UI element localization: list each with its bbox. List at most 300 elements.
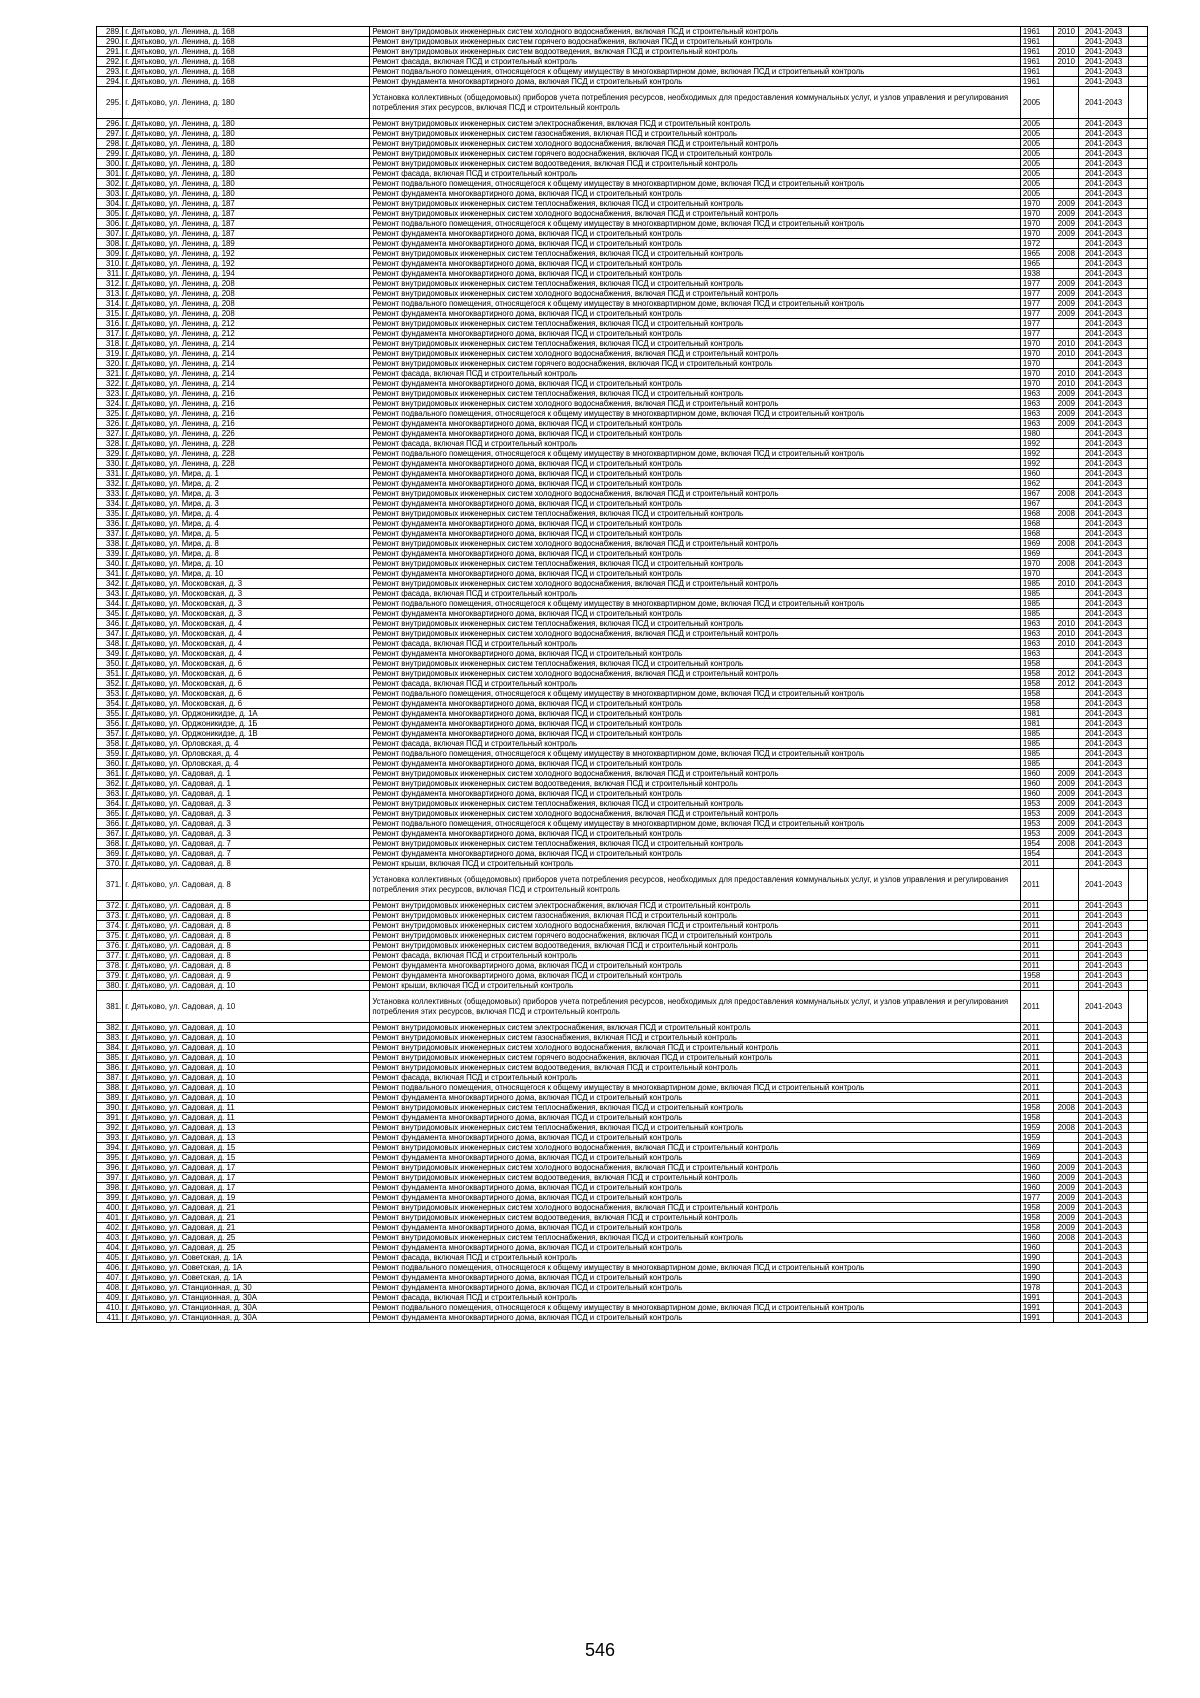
blank-cell	[1128, 1203, 1147, 1213]
address-cell: г. Дятьково, ул. Орловская, д. 4	[123, 759, 370, 769]
last-repair-year-cell	[1054, 67, 1079, 77]
address-cell: г. Дятьково, ул. Ленина, д. 187	[123, 199, 370, 209]
planned-period-cell: 2041-2043	[1079, 1063, 1128, 1073]
address-cell: г. Дятьково, ул. Ленина, д. 214	[123, 349, 370, 359]
blank-cell	[1128, 449, 1147, 459]
table-row	[97, 1103, 1148, 1113]
build-year-cell: 2011	[1020, 951, 1053, 961]
build-year-cell: 1985	[1020, 579, 1053, 589]
last-repair-year-cell: 2009	[1054, 229, 1079, 239]
row-number: 383.	[97, 1033, 123, 1043]
planned-period-cell: 2041-2043	[1079, 459, 1128, 469]
row-number: 337.	[97, 529, 123, 539]
table-row	[97, 209, 1148, 219]
blank-cell	[1128, 309, 1147, 319]
blank-cell	[1128, 369, 1147, 379]
last-repair-year-cell	[1054, 749, 1079, 759]
address-cell: г. Дятьково, ул. Садовая, д. 8	[123, 859, 370, 869]
build-year-cell: 1960	[1020, 1173, 1053, 1183]
build-year-cell: 1970	[1020, 209, 1053, 219]
table-row	[97, 339, 1148, 349]
last-repair-year-cell	[1054, 259, 1079, 269]
row-number: 309.	[97, 249, 123, 259]
address-cell: г. Дятьково, ул. Садовая, д. 17	[123, 1173, 370, 1183]
row-number: 303.	[97, 189, 123, 199]
row-number: 314.	[97, 299, 123, 309]
table-row	[97, 1133, 1148, 1143]
work-type-cell: Ремонт внутридомовых инженерных систем водоотведения, включая ПСД и строительный контроль	[370, 779, 1021, 789]
build-year-cell: 2011	[1020, 981, 1053, 991]
work-type-cell: Ремонт подвального помещения, относящегося к общему имуществу в многоквартирном доме, включая ПСД и строительный контроль	[370, 219, 1021, 229]
table-row	[97, 609, 1148, 619]
planned-period-cell: 2041-2043	[1079, 379, 1128, 389]
row-number: 351.	[97, 669, 123, 679]
work-type-cell: Ремонт фасада, включая ПСД и строительный контроль	[370, 1253, 1021, 1263]
build-year-cell: 1963	[1020, 629, 1053, 639]
build-year-cell: 1963	[1020, 639, 1053, 649]
table-row	[97, 729, 1148, 739]
work-type-cell: Ремонт фасада, включая ПСД и строительный контроль	[370, 639, 1021, 649]
row-number: 363.	[97, 789, 123, 799]
blank-cell	[1128, 609, 1147, 619]
build-year-cell: 1969	[1020, 1143, 1053, 1153]
work-type-cell: Ремонт фундамента многоквартирного дома, включая ПСД и строительный контроль	[370, 1223, 1021, 1233]
table-row	[97, 689, 1148, 699]
planned-period-cell: 2041-2043	[1079, 911, 1128, 921]
blank-cell	[1128, 659, 1147, 669]
row-number: 335.	[97, 509, 123, 519]
address-cell: г. Дятьково, ул. Московская, д. 4	[123, 649, 370, 659]
work-type-cell: Ремонт фундамента многоквартирного дома, включая ПСД и строительный контроль	[370, 609, 1021, 619]
planned-period-cell: 2041-2043	[1079, 1293, 1128, 1303]
last-repair-year-cell	[1054, 129, 1079, 139]
table-row	[97, 1253, 1148, 1263]
address-cell: г. Дятьково, ул. Ленина, д. 187	[123, 209, 370, 219]
blank-cell	[1128, 139, 1147, 149]
address-cell: г. Дятьково, ул. Орджоникидзе, д. 1А	[123, 709, 370, 719]
row-number: 375.	[97, 931, 123, 941]
build-year-cell: 1963	[1020, 409, 1053, 419]
last-repair-year-cell: 2009	[1054, 1213, 1079, 1223]
last-repair-year-cell	[1054, 1063, 1079, 1073]
last-repair-year-cell: 2009	[1054, 299, 1079, 309]
row-number: 345.	[97, 609, 123, 619]
planned-period-cell: 2041-2043	[1079, 789, 1128, 799]
build-year-cell: 1977	[1020, 329, 1053, 339]
work-type-cell: Ремонт фасада, включая ПСД и строительный контроль	[370, 951, 1021, 961]
planned-period-cell: 2041-2043	[1079, 1153, 1128, 1163]
row-number: 403.	[97, 1233, 123, 1243]
planned-period-cell: 2041-2043	[1079, 779, 1128, 789]
table-row	[97, 901, 1148, 911]
planned-period-cell: 2041-2043	[1079, 769, 1128, 779]
work-type-cell: Ремонт фундамента многоквартирного дома, включая ПСД и строительный контроль	[370, 649, 1021, 659]
planned-period-cell: 2041-2043	[1079, 1033, 1128, 1043]
table-row	[97, 369, 1148, 379]
address-cell: г. Дятьково, ул. Ленина, д. 168	[123, 47, 370, 57]
build-year-cell: 1985	[1020, 749, 1053, 759]
row-number: 343.	[97, 589, 123, 599]
address-cell: г. Дятьково, ул. Ленина, д. 192	[123, 249, 370, 259]
row-number: 340.	[97, 559, 123, 569]
table-row	[97, 87, 1148, 119]
planned-period-cell: 2041-2043	[1079, 229, 1128, 239]
table-row	[97, 37, 1148, 47]
row-number: 313.	[97, 289, 123, 299]
planned-period-cell: 2041-2043	[1079, 1203, 1128, 1213]
build-year-cell: 1980	[1020, 429, 1053, 439]
planned-period-cell: 2041-2043	[1079, 931, 1128, 941]
planned-period-cell: 2041-2043	[1079, 941, 1128, 951]
table-row	[97, 559, 1148, 569]
blank-cell	[1128, 229, 1147, 239]
row-number: 359.	[97, 749, 123, 759]
build-year-cell: 1977	[1020, 1193, 1053, 1203]
last-repair-year-cell	[1054, 119, 1079, 129]
blank-cell	[1128, 1073, 1147, 1083]
last-repair-year-cell	[1054, 459, 1079, 469]
last-repair-year-cell: 2009	[1054, 1163, 1079, 1173]
work-type-cell: Ремонт внутридомовых инженерных систем горячего водоснабжения, включая ПСД и строительный контроль	[370, 359, 1021, 369]
planned-period-cell: 2041-2043	[1079, 1313, 1128, 1323]
address-cell: г. Дятьково, ул. Садовая, д. 3	[123, 809, 370, 819]
table-row	[97, 47, 1148, 57]
row-number: 330.	[97, 459, 123, 469]
last-repair-year-cell: 2008	[1054, 1103, 1079, 1113]
row-number: 326.	[97, 419, 123, 429]
row-number: 406.	[97, 1263, 123, 1273]
table-row	[97, 319, 1148, 329]
row-number: 289.	[97, 27, 123, 37]
last-repair-year-cell: 2009	[1054, 779, 1079, 789]
last-repair-year-cell	[1054, 1043, 1079, 1053]
build-year-cell: 1985	[1020, 589, 1053, 599]
address-cell: г. Дятьково, ул. Садовая, д. 15	[123, 1153, 370, 1163]
row-number: 291.	[97, 47, 123, 57]
address-cell: г. Дятьково, ул. Советская, д. 1А	[123, 1253, 370, 1263]
last-repair-year-cell: 2009	[1054, 829, 1079, 839]
row-number: 320.	[97, 359, 123, 369]
work-type-cell: Ремонт фундамента многоквартирного дома, включая ПСД и строительный контроль	[370, 459, 1021, 469]
address-cell: г. Дятьково, ул. Ленина, д. 189	[123, 239, 370, 249]
row-number: 410.	[97, 1303, 123, 1313]
table-row	[97, 1293, 1148, 1303]
blank-cell	[1128, 259, 1147, 269]
last-repair-year-cell: 2009	[1054, 279, 1079, 289]
blank-cell	[1128, 439, 1147, 449]
planned-period-cell: 2041-2043	[1079, 809, 1128, 819]
blank-cell	[1128, 539, 1147, 549]
last-repair-year-cell	[1054, 479, 1079, 489]
address-cell: г. Дятьково, ул. Садовая, д. 7	[123, 849, 370, 859]
last-repair-year-cell	[1054, 1053, 1079, 1063]
address-cell: г. Дятьково, ул. Мира, д. 8	[123, 549, 370, 559]
table-row	[97, 1273, 1148, 1283]
build-year-cell: 1958	[1020, 1213, 1053, 1223]
blank-cell	[1128, 689, 1147, 699]
table-row	[97, 1033, 1148, 1043]
address-cell: г. Дятьково, ул. Ленина, д. 180	[123, 119, 370, 129]
build-year-cell: 1953	[1020, 799, 1053, 809]
address-cell: г. Дятьково, ул. Мира, д. 2	[123, 479, 370, 489]
row-number: 360.	[97, 759, 123, 769]
planned-period-cell: 2041-2043	[1079, 589, 1128, 599]
address-cell: г. Дятьково, ул. Ленина, д. 214	[123, 359, 370, 369]
address-cell: г. Дятьково, ул. Ленина, д. 228	[123, 459, 370, 469]
build-year-cell: 1938	[1020, 269, 1053, 279]
build-year-cell: 1958	[1020, 679, 1053, 689]
planned-period-cell: 2041-2043	[1079, 199, 1128, 209]
last-repair-year-cell	[1054, 1243, 1079, 1253]
build-year-cell: 1963	[1020, 399, 1053, 409]
work-type-cell: Ремонт подвального помещения, относящегося к общему имуществу в многоквартирном доме, включая ПСД и строительный контроль	[370, 67, 1021, 77]
planned-period-cell: 2041-2043	[1079, 129, 1128, 139]
blank-cell	[1128, 769, 1147, 779]
last-repair-year-cell: 2010	[1054, 379, 1079, 389]
address-cell: г. Дятьково, ул. Садовая, д. 21	[123, 1223, 370, 1233]
blank-cell	[1128, 159, 1147, 169]
address-cell: г. Дятьково, ул. Орджоникидзе, д. 1В	[123, 729, 370, 739]
build-year-cell: 1978	[1020, 1283, 1053, 1293]
build-year-cell: 1992	[1020, 449, 1053, 459]
build-year-cell: 2011	[1020, 869, 1053, 901]
work-type-cell: Ремонт внутридомовых инженерных систем газоснабжения, включая ПСД и строительный контроль	[370, 1033, 1021, 1043]
row-number: 376.	[97, 941, 123, 951]
last-repair-year-cell	[1054, 649, 1079, 659]
work-type-cell: Ремонт фундамента многоквартирного дома, включая ПСД и строительный контроль	[370, 1243, 1021, 1253]
address-cell: г. Дятьково, ул. Садовая, д. 8	[123, 951, 370, 961]
row-number: 348.	[97, 639, 123, 649]
address-cell: г. Дятьково, ул. Садовая, д. 1	[123, 789, 370, 799]
blank-cell	[1128, 1273, 1147, 1283]
last-repair-year-cell	[1054, 149, 1079, 159]
last-repair-year-cell: 2009	[1054, 399, 1079, 409]
address-cell: г. Дятьково, ул. Московская, д. 4	[123, 629, 370, 639]
planned-period-cell: 2041-2043	[1079, 159, 1128, 169]
table-row	[97, 579, 1148, 589]
planned-period-cell: 2041-2043	[1079, 429, 1128, 439]
address-cell: г. Дятьково, ул. Садовая, д. 15	[123, 1143, 370, 1153]
planned-period-cell: 2041-2043	[1079, 1103, 1128, 1113]
build-year-cell: 2011	[1020, 1073, 1053, 1083]
table-row	[97, 549, 1148, 559]
address-cell: г. Дятьково, ул. Садовая, д. 8	[123, 921, 370, 931]
blank-cell	[1128, 779, 1147, 789]
planned-period-cell: 2041-2043	[1079, 269, 1128, 279]
table-row	[97, 1053, 1148, 1063]
last-repair-year-cell: 2008	[1054, 509, 1079, 519]
work-type-cell: Ремонт внутридомовых инженерных систем водоотведения, включая ПСД и строительный контроль	[370, 1213, 1021, 1223]
build-year-cell: 1969	[1020, 539, 1053, 549]
blank-cell	[1128, 1113, 1147, 1123]
work-type-cell: Ремонт фасада, включая ПСД и строительный контроль	[370, 1293, 1021, 1303]
work-type-cell: Ремонт внутридомовых инженерных систем холодного водоснабжения, включая ПСД и строительный контроль	[370, 1163, 1021, 1173]
last-repair-year-cell	[1054, 739, 1079, 749]
table-row	[97, 649, 1148, 659]
row-number: 399.	[97, 1193, 123, 1203]
last-repair-year-cell: 2010	[1054, 47, 1079, 57]
build-year-cell: 1958	[1020, 971, 1053, 981]
address-cell: г. Дятьково, ул. Садовая, д. 8	[123, 901, 370, 911]
work-type-cell: Ремонт фундамента многоквартирного дома, включая ПСД и строительный контроль	[370, 499, 1021, 509]
table-row	[97, 359, 1148, 369]
table-row	[97, 1173, 1148, 1183]
work-type-cell: Ремонт фундамента многоквартирного дома, включая ПСД и строительный контроль	[370, 549, 1021, 559]
build-year-cell: 1977	[1020, 309, 1053, 319]
row-number: 401.	[97, 1213, 123, 1223]
table-row	[97, 921, 1148, 931]
work-type-cell: Ремонт подвального помещения, относящегося к общему имуществу в многоквартирном доме, включая ПСД и строительный контроль	[370, 449, 1021, 459]
table-row	[97, 269, 1148, 279]
build-year-cell: 1970	[1020, 369, 1053, 379]
address-cell: г. Дятьково, ул. Ленина, д. 168	[123, 27, 370, 37]
row-number: 388.	[97, 1083, 123, 1093]
last-repair-year-cell	[1054, 499, 1079, 509]
table-row	[97, 1063, 1148, 1073]
last-repair-year-cell	[1054, 1303, 1079, 1313]
last-repair-year-cell: 2010	[1054, 349, 1079, 359]
address-cell: г. Дятьково, ул. Садовая, д. 8	[123, 961, 370, 971]
planned-period-cell: 2041-2043	[1079, 209, 1128, 219]
build-year-cell: 1970	[1020, 359, 1053, 369]
work-type-cell: Ремонт внутридомовых инженерных систем холодного водоснабжения, включая ПСД и строительный контроль	[370, 27, 1021, 37]
build-year-cell: 2005	[1020, 159, 1053, 169]
last-repair-year-cell: 2009	[1054, 789, 1079, 799]
page-number: 546	[584, 1640, 616, 1660]
planned-period-cell: 2041-2043	[1079, 569, 1128, 579]
row-number: 305.	[97, 209, 123, 219]
planned-period-cell: 2041-2043	[1079, 819, 1128, 829]
table-row	[97, 309, 1148, 319]
row-number: 342.	[97, 579, 123, 589]
row-number: 354.	[97, 699, 123, 709]
planned-period-cell: 2041-2043	[1079, 249, 1128, 259]
blank-cell	[1128, 509, 1147, 519]
table-row	[97, 1283, 1148, 1293]
row-number: 325.	[97, 409, 123, 419]
address-cell: г. Дятьково, ул. Садовая, д. 8	[123, 911, 370, 921]
address-cell: г. Дятьково, ул. Мира, д. 8	[123, 539, 370, 549]
table-row	[97, 229, 1148, 239]
last-repair-year-cell: 2009	[1054, 1173, 1079, 1183]
last-repair-year-cell	[1054, 319, 1079, 329]
work-type-cell: Ремонт фундамента многоквартирного дома, включая ПСД и строительный контроль	[370, 849, 1021, 859]
row-number: 327.	[97, 429, 123, 439]
planned-period-cell: 2041-2043	[1079, 67, 1128, 77]
build-year-cell: 2011	[1020, 1043, 1053, 1053]
planned-period-cell: 2041-2043	[1079, 509, 1128, 519]
planned-period-cell: 2041-2043	[1079, 1263, 1128, 1273]
table-row	[97, 399, 1148, 409]
work-type-cell: Ремонт фундамента многоквартирного дома, включая ПСД и строительный контроль	[370, 1153, 1021, 1163]
blank-cell	[1128, 299, 1147, 309]
planned-period-cell: 2041-2043	[1079, 329, 1128, 339]
table-row	[97, 57, 1148, 67]
table-row	[97, 1203, 1148, 1213]
work-type-cell: Ремонт внутридомовых инженерных систем теплоснабжения, включая ПСД и строительный контроль	[370, 839, 1021, 849]
last-repair-year-cell: 2009	[1054, 1193, 1079, 1203]
table-row	[97, 279, 1148, 289]
build-year-cell: 1958	[1020, 669, 1053, 679]
address-cell: г. Дятьково, ул. Ленина, д. 216	[123, 389, 370, 399]
last-repair-year-cell: 2009	[1054, 799, 1079, 809]
build-year-cell: 1961	[1020, 77, 1053, 87]
work-type-cell: Ремонт фундамента многоквартирного дома, включая ПСД и строительный контроль	[370, 419, 1021, 429]
blank-cell	[1128, 1293, 1147, 1303]
table-row	[97, 429, 1148, 439]
blank-cell	[1128, 219, 1147, 229]
table-row	[97, 849, 1148, 859]
last-repair-year-cell	[1054, 941, 1079, 951]
address-cell: г. Дятьково, ул. Садовая, д. 11	[123, 1103, 370, 1113]
last-repair-year-cell: 2009	[1054, 199, 1079, 209]
build-year-cell: 1960	[1020, 469, 1053, 479]
address-cell: г. Дятьково, ул. Ленина, д. 212	[123, 319, 370, 329]
table-row	[97, 1183, 1148, 1193]
table-row	[97, 619, 1148, 629]
planned-period-cell: 2041-2043	[1079, 981, 1128, 991]
last-repair-year-cell: 2009	[1054, 1203, 1079, 1213]
build-year-cell: 1977	[1020, 289, 1053, 299]
row-number: 371.	[97, 869, 123, 901]
last-repair-year-cell	[1054, 239, 1079, 249]
address-cell: г. Дятьково, ул. Садовая, д. 25	[123, 1233, 370, 1243]
address-cell: г. Дятьково, ул. Садовая, д. 9	[123, 971, 370, 981]
last-repair-year-cell	[1054, 549, 1079, 559]
planned-period-cell: 2041-2043	[1079, 839, 1128, 849]
table-row	[97, 189, 1148, 199]
last-repair-year-cell: 2010	[1054, 57, 1079, 67]
address-cell: г. Дятьково, ул. Московская, д. 6	[123, 669, 370, 679]
build-year-cell: 1970	[1020, 559, 1053, 569]
work-type-cell: Установка коллективных (общедомовых) приборов учета потребления ресурсов, необходимых для предоставления коммунальных услуг, и узлов управления и регулирования потребления этих ресурсов, включая ПСД и строительный контроль	[370, 991, 1021, 1023]
build-year-cell: 1959	[1020, 1123, 1053, 1133]
build-year-cell: 1961	[1020, 67, 1053, 77]
blank-cell	[1128, 189, 1147, 199]
build-year-cell: 1992	[1020, 459, 1053, 469]
build-year-cell: 1970	[1020, 379, 1053, 389]
build-year-cell: 1990	[1020, 1263, 1053, 1273]
address-cell: г. Дятьково, ул. Садовая, д. 1	[123, 769, 370, 779]
address-cell: г. Дятьково, ул. Ленина, д. 168	[123, 57, 370, 67]
build-year-cell: 1970	[1020, 569, 1053, 579]
row-number: 407.	[97, 1273, 123, 1283]
blank-cell	[1128, 971, 1147, 981]
last-repair-year-cell	[1054, 179, 1079, 189]
work-type-cell: Ремонт подвального помещения, относящегося к общему имуществу в многоквартирном доме, включая ПСД и строительный контроль	[370, 299, 1021, 309]
build-year-cell: 1985	[1020, 739, 1053, 749]
last-repair-year-cell	[1054, 609, 1079, 619]
build-year-cell: 1958	[1020, 699, 1053, 709]
row-number: 394.	[97, 1143, 123, 1153]
blank-cell	[1128, 589, 1147, 599]
work-type-cell: Ремонт внутридомовых инженерных систем теплоснабжения, включая ПСД и строительный контроль	[370, 199, 1021, 209]
row-number: 293.	[97, 67, 123, 77]
row-number: 300.	[97, 159, 123, 169]
table-row	[97, 739, 1148, 749]
planned-period-cell: 2041-2043	[1079, 659, 1128, 669]
blank-cell	[1128, 67, 1147, 77]
last-repair-year-cell	[1054, 569, 1079, 579]
address-cell: г. Дятьково, ул. Московская, д. 6	[123, 699, 370, 709]
row-number: 389.	[97, 1093, 123, 1103]
work-type-cell: Ремонт подвального помещения, относящегося к общему имуществу в многоквартирном доме, включая ПСД и строительный контроль	[370, 599, 1021, 609]
build-year-cell: 2011	[1020, 961, 1053, 971]
row-number: 404.	[97, 1243, 123, 1253]
address-cell: г. Дятьково, ул. Мира, д. 3	[123, 489, 370, 499]
build-year-cell: 1970	[1020, 349, 1053, 359]
last-repair-year-cell	[1054, 1133, 1079, 1143]
